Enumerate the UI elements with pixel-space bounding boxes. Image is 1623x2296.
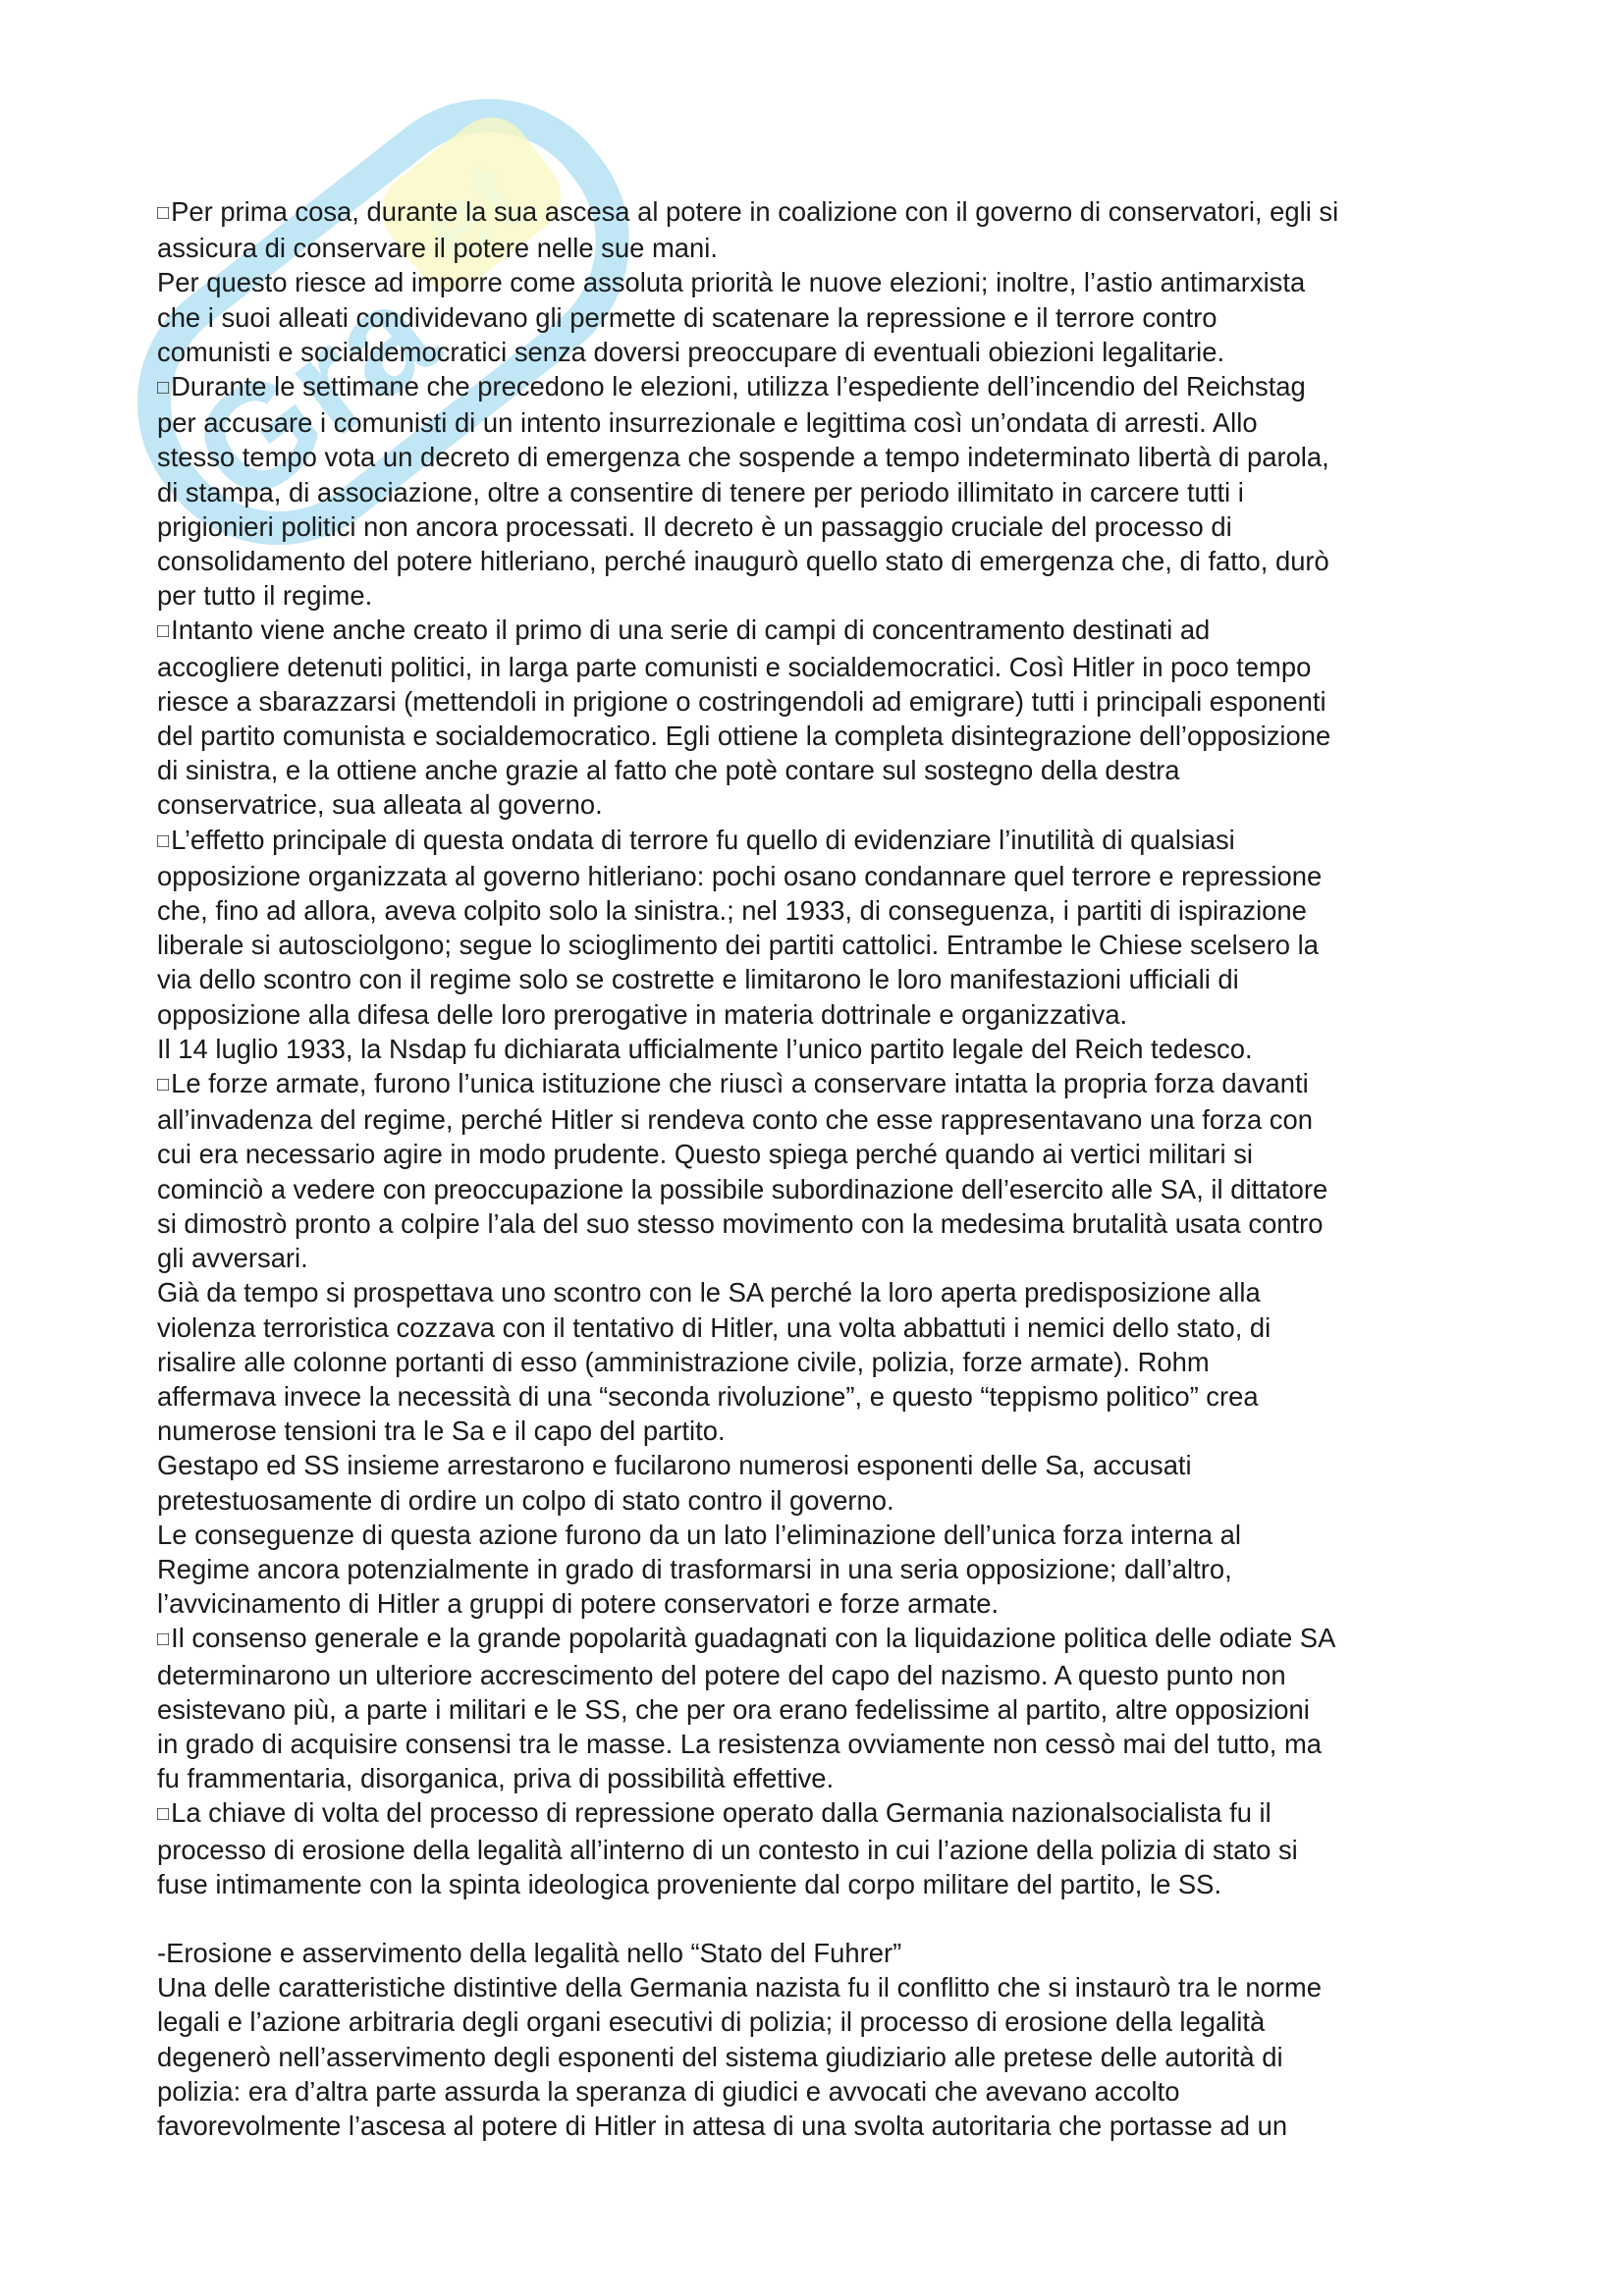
paragraph xyxy=(157,1448,1492,1517)
paragraph xyxy=(157,1066,1492,1275)
text-line: fuse intimamente con la spinta ideologica proveniente dal corpo militare del partito, le SS. xyxy=(157,1868,1222,1899)
section-gap xyxy=(157,1901,1492,1936)
text-line: riesce a sbarazzarsi (mettendoli in prigione o costringendoli ad emigrare) tutti i principali esponenti xyxy=(157,685,1326,717)
text-line: via dello scontro con il regime solo se costrette e limitarono le loro manifestazioni ufficiali di xyxy=(157,964,1239,995)
text-line: stesso tempo vota un decreto di emergenza che sospende a tempo indeterminato libertà di parola, xyxy=(157,442,1329,473)
text-line: Una delle caratteristiche distintive della Germania nazista fu il conflitto che si instaurò tra le norme xyxy=(157,1972,1322,2003)
text-line: che i suoi alleati condividevano gli permette di scatenare la repressione e il terrore contro xyxy=(157,301,1217,333)
text-line: polizia: era d’altra parte assurda la speranza di giudici e avvocati che avevano accolto xyxy=(157,2075,1180,2107)
bulleted-line: □ La chiave di volta del processo di repressione operato dalla Germania nazionalsocialista fu il xyxy=(157,1795,1492,1832)
text-line: processo di erosione della legalità all’interno di un contesto in cui l’azione della polizia di stato si xyxy=(157,1834,1298,1865)
text-line: all’invadenza del regime, perché Hitler si rendeva conto che esse rappresentavano una forza con xyxy=(157,1104,1313,1136)
text-line: assicura di conservare il potere nelle sue mani. xyxy=(157,233,718,264)
text-line: determinarono un ulteriore accrescimento del potere del capo del nazismo. A questo punto non xyxy=(157,1659,1286,1690)
text-line: Le conseguenze di questa azione furono da un lato l’eliminazione dell’unica forza interna al xyxy=(157,1519,1241,1550)
section-heading: -Erosione e asservimento della legalità nello “Stato del Fuhrer” xyxy=(157,1937,902,1968)
paragraph xyxy=(157,194,1492,265)
text-line: opposizione alla difesa delle loro prerogative in materia dottrinale e organizzativa. xyxy=(157,998,1128,1030)
paragraph xyxy=(157,1621,1492,1795)
text-line: Regime ancora potenzialmente in grado di trasformarsi in una seria opposizione; dall’altro, xyxy=(157,1553,1232,1584)
text-line: di sinistra, e la ottiene anche grazie al fatto che potè contare sul sostegno della destra xyxy=(157,755,1180,786)
bulleted-line: □ L’effetto principale di questa ondata di terrore fu quello di evidenziare l’inutilità di qualsiasi xyxy=(157,823,1492,859)
text-line: che, fino ad allora, aveva colpito solo la sinistra.; nel 1933, di conseguenza, i partiti di ispirazione xyxy=(157,895,1307,927)
paragraph xyxy=(157,823,1492,1032)
text-line: liberale si autosciolgono; segue lo scioglimento dei partiti cattolici. Entrambe le Chiese scelsero la xyxy=(157,930,1319,961)
text-line: accogliere detenuti politici, in larga parte comunisti e socialdemocratici. Così Hitler in poco tempo xyxy=(157,651,1312,682)
text-line: in grado di acquisire consensi tra le masse. La resistenza ovviamente non cessò mai del tutto, ma xyxy=(157,1728,1323,1759)
watermark-text-tail: et xyxy=(396,135,547,291)
text-line: Già da tempo si prospettava uno scontro con le SA perché la loro aperta predisposizione alla xyxy=(157,1277,1261,1308)
paragraph xyxy=(157,1275,1492,1448)
text-line: pretestuosamente di ordire un colpo di stato contro il governo. xyxy=(157,1484,894,1516)
text-line: legali e l’azione arbitraria degli organi esecutivi di polizia; il processo di erosione della legalità xyxy=(157,2006,1266,2038)
paragraph xyxy=(157,265,1492,369)
text-line: cui era necessario agire in modo prudente. Questo spiega perché quando ai vertici militari si xyxy=(157,1139,1254,1170)
paragraph xyxy=(157,613,1492,822)
text-line: comunisti e socialdemocratici senza doversi preoccupare di eventuali obiezioni legalitarie. xyxy=(157,336,1225,367)
text-line: per tutto il regime. xyxy=(157,580,373,612)
text-line: prigionieri politici non ancora processati. Il decreto è un passaggio cruciale del processo di xyxy=(157,510,1232,542)
bulleted-line: □ Le forze armate, furono l’unica istituzione che riuscì a conservare intatta la propria forza davanti xyxy=(157,1066,1492,1102)
section-legality xyxy=(157,1936,1492,2143)
text-line: favorevolmente l’ascesa al potere di Hitler in attesa di una svolta autoritaria che portasse ad un xyxy=(157,2109,1288,2141)
text-line: opposizione organizzata al governo hitleriano: pochi osano condannare quel terrore e repressione xyxy=(157,860,1323,891)
text-line: cominciò a vedere con preoccupazione la possibile subordinazione dell’esercito alle SA, il dittatore xyxy=(157,1173,1328,1204)
text-line: consolidamento del potere hitleriano, perché inaugurò quello stato di emergenza che, di fatto, durò xyxy=(157,546,1329,577)
bulleted-line: □ Intanto viene anche creato il primo di una serie di campi di concentramento destinati ad xyxy=(157,613,1492,649)
paragraph xyxy=(157,369,1492,613)
text-line: l’avvicinamento di Hitler a gruppi di potere conservatori e forze armate. xyxy=(157,1588,1000,1620)
text-line: Il 14 luglio 1933, la Nsdap fu dichiarata ufficialmente l’unico partito legale del Reich tedesco. xyxy=(157,1033,1253,1064)
text-line: Per questo riesce ad imporre come assoluta priorità le nuove elezioni; inoltre, l’astio antimarxista xyxy=(157,267,1306,298)
text-line: esistevano più, a parte i militari e le SS, che per ora erano fedelissime al partito, altre opposizioni xyxy=(157,1693,1310,1725)
text-line: fu frammentaria, disorganica, priva di possibilità effettive. xyxy=(157,1763,835,1794)
text-line: per accusare i comunisti di un intento insurrezionale e legittima così un’ondata di arresti. Allo xyxy=(157,407,1258,439)
text-line: si dimostrò pronto a colpire l’ala del suo stesso movimento con la medesima brutalità usata contro xyxy=(157,1207,1324,1239)
bulleted-line: □ Per prima cosa, durante la sua ascesa al potere in coalizione con il governo di conservatori, egli si xyxy=(157,194,1492,231)
watermark-text: Gra xyxy=(162,249,464,537)
text-line: affermava invece la necessità di una “seconda rivoluzione”, e questo “teppismo politico” crea xyxy=(157,1380,1259,1412)
paragraph xyxy=(157,1518,1492,1622)
text-line: violenza terroristica cozzava con il tentativo di Hitler, una volta abbattuti i nemici dello stato, di xyxy=(157,1311,1271,1343)
text-line: del partito comunista e socialdemocratico. Egli ottiene la completa disintegrazione dell’opposizione xyxy=(157,721,1331,752)
text-line: gli avversari. xyxy=(157,1243,308,1274)
section-paragraph xyxy=(157,1970,1492,2143)
paragraph xyxy=(157,1032,1492,1066)
paragraph-list xyxy=(157,194,1492,1901)
text-line: conservatrice, sua alleata al governo. xyxy=(157,789,603,821)
text-line: numerose tensioni tra le Sa e il capo del partito. xyxy=(157,1415,726,1447)
paragraph xyxy=(157,1795,1492,1901)
text-line: risalire alle colonne portanti di esso (amministrazione civile, polizia, forze armate). Rohm xyxy=(157,1346,1210,1377)
text-line: Gestapo ed SS insieme arrestarono e fucilarono numerosi esponenti delle Sa, accusati xyxy=(157,1450,1192,1481)
text-line: degenerò nell’asservimento degli esponenti del sistema giudiziario alle pretese delle autorità di xyxy=(157,2041,1283,2072)
text-line: di stampa, di associazione, oltre a consentire di tenere per periodo illimitato in carcere tutti i xyxy=(157,476,1244,507)
document-body xyxy=(157,194,1492,2143)
bulleted-line: □ Il consenso generale e la grande popolarità guadagnati con la liquidazione politica delle odiate SA xyxy=(157,1621,1492,1657)
bulleted-line: □ Durante le settimane che precedono le elezioni, utilizza l’espediente dell’incendio del Reichstag xyxy=(157,369,1492,405)
